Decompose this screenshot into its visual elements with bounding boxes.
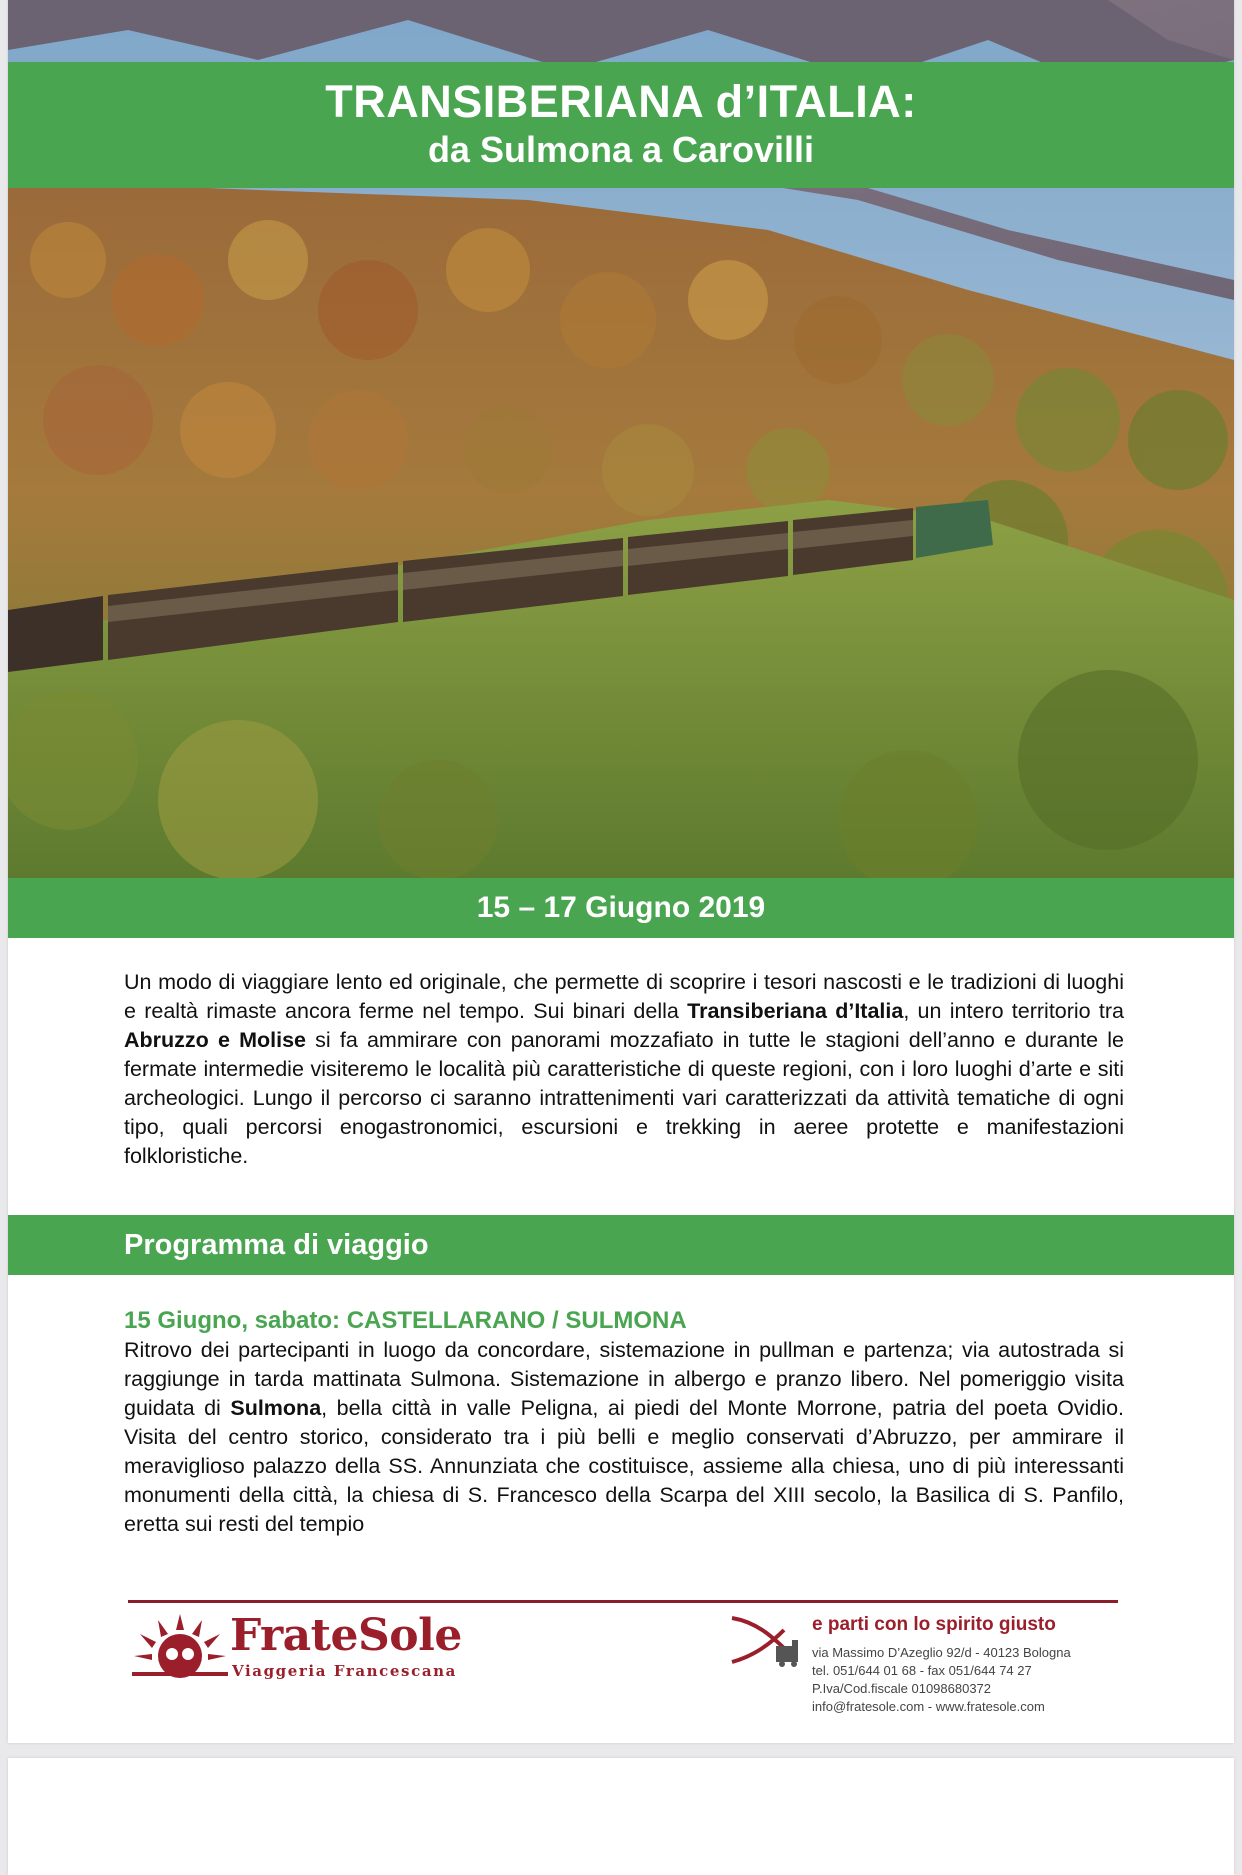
next-page	[8, 1758, 1234, 1875]
document-page	[8, 0, 1234, 1743]
brand-subtitle: Viaggeria Francescana	[232, 1662, 457, 1680]
document-subtitle: da Sulmona a Carovilli	[427, 129, 815, 170]
sun-friars-icon	[132, 1612, 228, 1678]
day1-title: 15 Giugno, sabato: CASTELLARANO / SULMONA	[124, 1307, 687, 1334]
date-banner: 15 – 17 Giugno 2019	[8, 878, 1234, 938]
title-banner	[8, 62, 1234, 188]
brand-name: FrateSole	[230, 1610, 462, 1661]
vat-line: P.Iva/Cod.fiscale 01098680372	[812, 1681, 992, 1696]
day1-text: Ritrovo dei partecipanti in luogo da concordare, sistemazione in pullman e partenza; via autostrada si raggiunge in tarda mattinata Sulmona. Sistemazione in albergo e pranzo libero. Nel pomeriggio visita guidata di Sulmona, bella città in valle Peligna, ai piedi del Monte Morrone, patria del poeta Ovidio. Visita del centro storico, considerato tra i più belli e meglio conservati d’Abruzzo, per ammirare il meraviglioso palazzo della SS. Annunziata che costituisce, assieme alla chiesa, uno di più interessanti monumenti della città, la chiesa di S. Francesco della Scarpa del XIII secolo, la Basilica di S. Panfilo, eretta sui resti del tempio	[124, 1338, 1125, 1536]
fratesole-logo	[132, 1610, 512, 1680]
fish-train-icon	[726, 1612, 806, 1672]
phone-line: tel. 051/644 01 68 - fax 051/644 74 27	[812, 1663, 1032, 1678]
slogan: e parti con lo spirito giusto	[812, 1614, 1056, 1635]
footer-divider	[128, 1600, 1118, 1603]
address-line: via Massimo D’Azeglio 92/d - 40123 Bologna	[812, 1645, 1071, 1660]
email-web-line: info@fratesole.com - www.fratesole.com	[812, 1699, 1045, 1714]
intro-paragraph: Un modo di viaggiare lento ed originale, che permette di scoprire i tesori nascosti e le tradizioni di luoghi e realtà rimaste ancora ferme nel tempo. Sui binari della Transiberiana d’Italia, un intero territorio tra Abruzzo e Molise si fa ammirare con panorami mozzafiato in tutte le stagioni dell’anno e durante le fermate intermedie visiteremo le località più caratteristiche di queste regioni, con i loro luoghi d’arte e siti archeologici. Lungo il percorso ci saranno intrattenimenti vari caratterizzati da attività tematiche di ogni tipo, quali percorsi enogastronomici, escursioni e trekking in aeree protette e manifestazioni folkloristiche.	[124, 970, 1125, 1168]
contact-block	[726, 1610, 1126, 1720]
program-heading: Programma di viaggio	[8, 1215, 1234, 1275]
document-title: TRANSIBERIANA d’ITALIA:	[325, 76, 917, 127]
